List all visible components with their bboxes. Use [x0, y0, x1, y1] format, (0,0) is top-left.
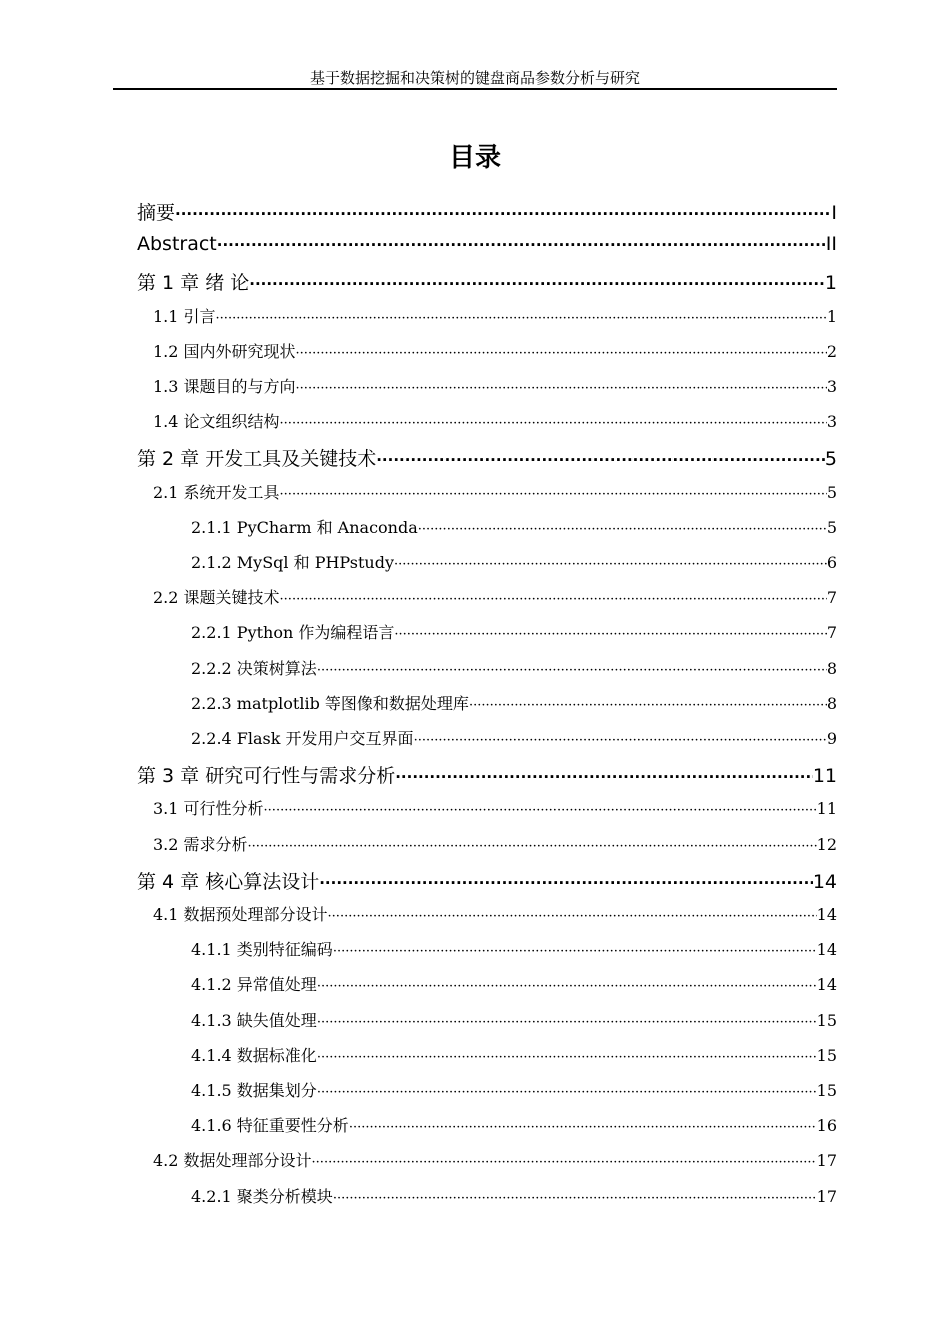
- toc-entry-label: 1.1 引言: [153, 306, 216, 326]
- toc-entry-page: 5: [826, 482, 837, 502]
- toc-entry-page: 15: [816, 1081, 837, 1100]
- dot-leader: [319, 874, 813, 892]
- toc-entry[interactable]: [137, 867, 837, 897]
- dot-leader: [394, 627, 826, 642]
- dot-leader: [280, 416, 827, 431]
- dot-leader: [175, 205, 831, 223]
- toc-entry[interactable]: [137, 233, 837, 263]
- toc-entry-page: 14: [816, 905, 837, 924]
- toc-entry-label: 3.1 可行性分析: [153, 799, 264, 819]
- toc-entry-page: II: [825, 233, 837, 256]
- toc-entry[interactable]: [191, 691, 837, 721]
- toc-entry-page: 8: [826, 693, 837, 713]
- toc-entry[interactable]: [137, 198, 837, 228]
- dot-leader: [349, 1120, 817, 1135]
- dot-leader: [280, 592, 827, 607]
- toc-entry-page: 8: [826, 658, 837, 678]
- toc-entry-label: 4.1.2 异常值处理: [191, 975, 317, 995]
- toc-entry-label: 2.2 课题关键技术: [153, 588, 280, 608]
- toc-entry-label: 1.4 论文组织结构: [153, 412, 280, 432]
- dot-leader: [317, 1015, 817, 1030]
- toc-entry-label: 2.2.3 matplotlib 等图像和数据处理库: [191, 693, 469, 713]
- toc-entry[interactable]: [153, 339, 837, 369]
- dot-leader: [312, 1155, 817, 1170]
- toc-entry-label: 3.2 需求分析: [153, 834, 248, 854]
- dot-leader: [376, 451, 825, 469]
- toc-entry-label: 2.2.1 Python 作为编程语言: [191, 623, 395, 643]
- toc-entry-label: Abstract: [137, 233, 217, 256]
- toc-entry-page: 11: [816, 799, 837, 819]
- dot-leader: [216, 311, 827, 326]
- toc-entry[interactable]: [153, 1148, 837, 1178]
- dot-leader: [317, 663, 827, 678]
- toc-entry[interactable]: [191, 550, 837, 580]
- dot-leader: [317, 979, 817, 994]
- toc-entry-page: 6: [826, 553, 837, 572]
- dot-leader: [333, 1191, 817, 1206]
- toc-entry[interactable]: [153, 409, 837, 439]
- toc-entry-page: 7: [826, 588, 837, 608]
- dot-leader: [264, 803, 817, 818]
- dot-leader: [248, 839, 817, 854]
- toc-entry-label: 4.1.1 类别特征编码: [191, 940, 333, 960]
- dot-leader: [280, 487, 827, 502]
- toc-entry[interactable]: [153, 374, 837, 404]
- toc-entry-page: 7: [826, 623, 837, 643]
- dot-leader: [328, 909, 817, 924]
- page-title: 目录: [448, 143, 501, 173]
- toc-entry-page: 2: [826, 341, 837, 361]
- toc-entry-page: 14: [812, 870, 837, 893]
- dot-leader: [333, 944, 817, 959]
- dot-leader: [217, 236, 826, 254]
- toc-entry-label: 4.1.5 数据集划分: [191, 1081, 317, 1100]
- toc-entry[interactable]: [191, 937, 837, 967]
- toc-entry-label: 4.2 数据处理部分设计: [153, 1151, 312, 1171]
- dot-leader: [395, 768, 813, 786]
- toc-entry-page: 15: [816, 1045, 837, 1065]
- toc-entry-label: 第 1 章 绪 论: [137, 272, 250, 295]
- dot-leader: [296, 346, 827, 361]
- toc-entry-label: 1.3 课题目的与方向: [153, 377, 296, 396]
- toc-entry-label: 摘要: [137, 202, 176, 224]
- toc-entry[interactable]: [191, 1078, 837, 1108]
- header-rule: [113, 88, 837, 90]
- toc-entry-page: 5: [824, 448, 837, 471]
- dot-leader: [296, 381, 827, 396]
- toc-entry-label: 1.2 国内外研究现状: [153, 341, 296, 361]
- toc-entry[interactable]: [153, 902, 837, 932]
- dot-leader: [249, 275, 825, 293]
- toc-entry[interactable]: [153, 796, 837, 826]
- toc-entry-page: 14: [816, 975, 837, 995]
- toc-entry[interactable]: [153, 304, 837, 334]
- toc-entry-label: 2.1.2 MySql 和 PHPstudy: [191, 553, 394, 572]
- dot-leader: [317, 1050, 817, 1065]
- dot-leader: [418, 522, 827, 537]
- toc-entry[interactable]: [137, 268, 837, 298]
- toc-entry-label: 4.1.6 特征重要性分析: [191, 1116, 349, 1136]
- toc-entry[interactable]: [191, 1113, 837, 1143]
- toc-entry[interactable]: [137, 761, 837, 791]
- toc-entry-page: 14: [816, 940, 837, 960]
- dot-leader: [469, 698, 827, 713]
- toc-entry-label: 2.2.2 决策树算法: [191, 658, 317, 678]
- toc-entry-label: 2.2.4 Flask 开发用户交互界面: [191, 729, 414, 748]
- toc-entry-page: 5: [826, 517, 837, 537]
- toc-entry-page: 16: [816, 1116, 837, 1136]
- toc-entry-page: 17: [816, 1186, 837, 1206]
- dot-leader: [317, 1085, 817, 1100]
- toc-entry[interactable]: [191, 1043, 837, 1073]
- toc-entry[interactable]: [191, 972, 837, 1002]
- toc-entry-page: I: [831, 202, 837, 224]
- toc-entry-label: 4.1 数据预处理部分设计: [153, 905, 328, 924]
- toc-entry[interactable]: [191, 726, 837, 756]
- toc-entry[interactable]: [191, 656, 837, 686]
- running-header: 基于数据挖掘和决策树的键盘商品参数分析与研究: [309, 69, 640, 87]
- toc-entry-page: 17: [816, 1151, 837, 1171]
- toc-entry[interactable]: [191, 1008, 837, 1038]
- toc-entry-page: 15: [816, 1010, 837, 1030]
- toc-entry[interactable]: [153, 832, 837, 862]
- toc-entry-label: 2.1 系统开发工具: [153, 482, 280, 502]
- toc-entry[interactable]: [153, 585, 837, 615]
- toc-entry[interactable]: [191, 620, 837, 650]
- toc-entry-page: 12: [816, 834, 837, 854]
- toc-entry-page: 3: [826, 377, 837, 396]
- toc-entry-label: 第 2 章 开发工具及关键技术: [137, 448, 377, 471]
- toc-entry-label: 第 4 章 核心算法设计: [137, 870, 320, 893]
- toc-entry-label: 2.1.1 PyCharm 和 Anaconda: [191, 517, 418, 537]
- toc-entry-page: 1: [824, 272, 837, 295]
- toc-entry-label: 4.1.4 数据标准化: [191, 1045, 317, 1065]
- toc-entry[interactable]: [191, 515, 837, 545]
- toc-entry-label: 第 3 章 研究可行性与需求分析: [137, 765, 396, 788]
- toc-entry[interactable]: [153, 480, 837, 510]
- toc-entry-label: 4.1.3 缺失值处理: [191, 1010, 317, 1030]
- toc-entry-page: 1: [826, 306, 837, 326]
- toc-entry-page: 3: [826, 412, 837, 432]
- toc-entry[interactable]: [191, 1184, 837, 1214]
- toc-entry-page: 11: [812, 765, 837, 788]
- dot-leader: [414, 733, 827, 748]
- toc-entry[interactable]: [137, 444, 837, 474]
- toc-entry-page: 9: [826, 729, 837, 748]
- dot-leader: [394, 557, 827, 572]
- toc-entry-label: 4.2.1 聚类分析模块: [191, 1186, 333, 1206]
